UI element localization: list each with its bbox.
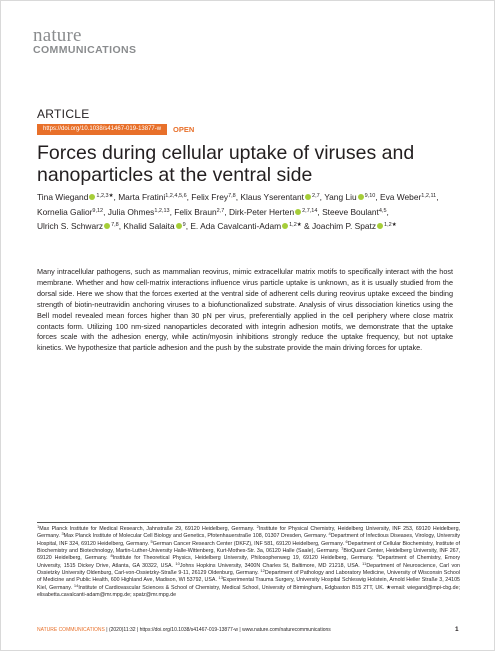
affiliation-text: Department of Cellular Biochemistry, Institute of Biochemistry and Biotechnology, Martin-Luther-University Halle-Wittenberg, Kurt-Mothes-Str. 3a, 06120 Halle (Saale), Germany. [37,540,460,555]
author-affiliation-numbers: 7,8 [228,193,236,199]
affiliations [37,526,460,599]
affiliation-number: 5 [150,538,153,544]
author-name-text: Julia Ohmes [107,206,155,217]
author-name[interactable] [118,192,186,202]
author-list: Tina Wiegand $^{1,2,3★}$, Marta Fratini$^{1,2,4,5,6}$, Felix Frey$^{7,8}$, Klaus Yserentant $^{2,7}$, Yang Liu $^{9,10}$, Eva Weber$^{1,2,11}$, Kornelia Galior$^{9,12}$, Julia Ohmes$^{1,2,13}$, Felix Braun$^{2,7}$, Dirk-Peter Herten $^{2,7,14}$, Steeve Boulant$^{4,5}$, Ulrich S. Schwarz $^{7,8}$, Khalid Salaita $^9$, E. Ada Cavalcanti-Adam $^{1,2★}$ & Joachim P. Spatz $^{1,2★}$ [37,192,439,231]
author-name-text: Ulrich S. Schwarz [37,221,104,231]
logo-nature: nature [33,25,82,46]
author-name-text: Kornelia Galior [37,206,93,217]
author-name-text: Felix Braun [174,206,217,217]
author-name-text: Klaus Yserentant [240,192,305,202]
orcid-icon[interactable] [377,223,383,229]
author-affiliation-numbers: 1,2★ [289,222,302,228]
author-name-text: Dirk-Peter Herten [228,206,295,217]
affiliation-text: Department of Pathology and Laboratory Medicine, University of Wisconsin School of Medicine and Public Health, 600 Highland Ave, Madison, WI 53792, USA. [37,570,460,584]
affiliation-text: Department of Chemistry, Emory University, 1515 Dickey Drive, Atlanta, GA 30322, USA. [37,555,460,569]
author-name[interactable] [240,192,319,202]
author-name-text: Steeve Boulant [322,206,379,217]
affiliation-text: BioQuant Center, Heidelberg University, INF 267, 69120 Heidelberg, Germany. [37,548,461,562]
orcid-icon[interactable] [176,223,182,229]
author-name[interactable] [108,207,170,217]
affiliation-number: 1 [37,524,40,529]
author-name[interactable] [312,221,397,231]
affiliation-number: 13 [218,575,223,581]
journal-logo [33,27,136,56]
author-name[interactable] [123,221,185,231]
affiliation-number: 14 [73,582,79,588]
author-affiliation-numbers: 7,8 [111,222,119,228]
affiliation-text: Institute of Cardiovascular Sciences & School of Chemistry, Medical School, University of Birmingham, Edgbaston B15 2TT, UK. [78,584,387,591]
author-name-text: Yang Liu [324,192,357,202]
author-name[interactable] [380,192,436,202]
affiliation-text: Max Planck Institute for Medical Research, Jahnstraße 29, 69120 Heidelberg, Germany. [39,526,257,532]
logo-communications: COMMUNICATIONS [33,44,137,56]
affiliation-number: 4 [328,531,331,537]
affiliation-divider [37,522,460,523]
orcid-icon[interactable] [358,194,364,200]
open-access-label: OPEN [173,125,195,134]
author-affiliation-numbers: 2,7 [216,207,225,214]
article-title: Forces during cellular uptake of viruses and nanoparticles at the ventral side [37,142,415,186]
author-name-text: Marta Fratini [118,192,166,202]
author-name[interactable] [229,207,317,217]
affiliation-text: German Cancer Research Center (DKFZ), INF 581, 69120 Heidelberg, Germany. [152,540,346,547]
affiliation-text: Institute for Theoretical Physics, Heidelberg University, Philosophenweg 19, 69120 Heidelberg, Germany. [112,555,377,562]
author-affiliation-numbers: 2,7 [312,193,320,199]
orcid-icon[interactable] [282,223,288,229]
affiliation-text: Institute for Physical Chemistry, Heidelberg University, INF 253, 69120 Heidelberg, Germany. [37,526,460,540]
author-name[interactable] [190,221,301,231]
page-footer [37,627,460,634]
author-name-text: Tina Wiegand [37,192,89,202]
author-name[interactable] [37,192,114,202]
affiliation-number: 6 [345,538,348,544]
author-affiliation-numbers: 9 [182,222,186,228]
author-affiliation-numbers: 1,2,3★ [96,193,114,199]
author-name[interactable] [324,192,375,202]
author-affiliation-numbers: 1,2★ [384,222,397,228]
author-affiliation-numbers: 1,2,13 [154,207,170,214]
affiliation-number: 10 [175,560,180,566]
author-name[interactable] [174,207,224,217]
affiliation-number: 8 [110,553,113,559]
orcid-icon[interactable] [89,194,95,200]
author-name[interactable] [37,221,119,231]
affiliation-number: 2 [256,524,259,529]
author-affiliation-numbers: 9,10 [364,193,376,199]
author-affiliation-numbers: 9,12 [92,207,104,214]
affiliation-text: Department of Infectious Diseases, Virology, University Hospital, INF 324, 69120 Heidelberg, Germany. [37,533,460,547]
correspondence-email[interactable]: ★email: wiegand@mpi-cbg.de; elisabetta.cavalcanti-adam@mr.mpg.de; spatz@mr.mpg.de [37,584,461,599]
doi-link[interactable]: https://doi.org/10.1038/s41467-019-13877-w [37,124,167,135]
author-affiliation-numbers: 1,2,4,5,6 [165,193,187,199]
author-name-text: Felix Frey [191,192,229,202]
article-type-label: ARTICLE [37,107,90,121]
affiliation-number: 9 [376,553,379,559]
author-name-text: Khalid Salaita [123,221,175,231]
footer-citation: | (2020)11:32 | https://doi.org/10.1038/s41467-019-13877-w | www.nature.com/naturecommunications [104,627,331,633]
affiliation-text: Department of Neuroscience, Carl von Ossietzky University Oldenburg, Carl-von-Ossietzky-Straße 9-11, 26129 Oldenburg, Germany. [37,562,460,577]
author-name[interactable] [322,207,386,217]
orcid-icon[interactable] [104,223,110,229]
author-name[interactable] [191,192,235,202]
orcid-icon[interactable] [295,209,301,215]
page-number: 1 [455,626,459,633]
affiliation-number: 11 [362,560,367,566]
footer-journal-name: NATURE COMMUNICATIONS [37,627,105,633]
author-affiliation-numbers: 2,7,14 [302,207,318,214]
affiliation-text: Max Planck Institute of Molecular Cell Biology and Genetics, Pfotenhauerstraße 108, 01307 Dresden, Germany. [63,533,329,540]
author-name-text: Eva Weber [380,192,422,202]
abstract: Many intracellular pathogens, such as mammalian reovirus, mimic extracellular matrix motifs to specifically interact with the host membrane. Whether and how cell-matrix interactions influence virus particle uptake is unknown, as it is usually studied from the dorsal side. Here we show that the forces exerted at the ventral side of adherent cells during reovirus uptake exceed the binding strength of biotin-neutravidin anchoring viruses to a biofunctionalized substrate. Analysis of virus dissociation kinetics using the Bell model revealed mean forces higher than 30 pN per virus, preferentially applied in the cell periphery where close matrix contacts form. Utilizing 100 nm-sized nanoparticles decorated with integrin adhesion motifs, we demonstrate that the uptake forces scale with the adhesion energy, while actin/myosin inhibitions strongly reduce the uptake frequency, but not uptake kinetics. We hypothesize that particle adhesion and the push by the substrate provide the main driving forces for uptake. [37,267,453,353]
author-affiliation-numbers: 4,5 [378,207,387,214]
author-name-text: Joachim P. Spatz [311,221,377,231]
author-affiliation-numbers: 1,2,11 [421,193,437,199]
affiliation-number: 3 [61,531,64,537]
affiliation-text: Johns Hopkins University, 3400N Charles St, Baltimore, MD 21218, USA. [179,562,363,569]
orcid-icon[interactable] [305,194,311,200]
affiliation-text: Experimental Trauma Surgery, University Hospital Schleswig Holstein, Arnold Heller Straße 3, 24105 Kiel, Germany. [37,577,461,591]
author-name-text: E. Ada Cavalcanti-Adam [190,221,282,231]
author-name[interactable] [37,207,103,217]
affiliation-number: 7 [341,546,344,552]
affiliation-number: 12 [260,568,265,574]
